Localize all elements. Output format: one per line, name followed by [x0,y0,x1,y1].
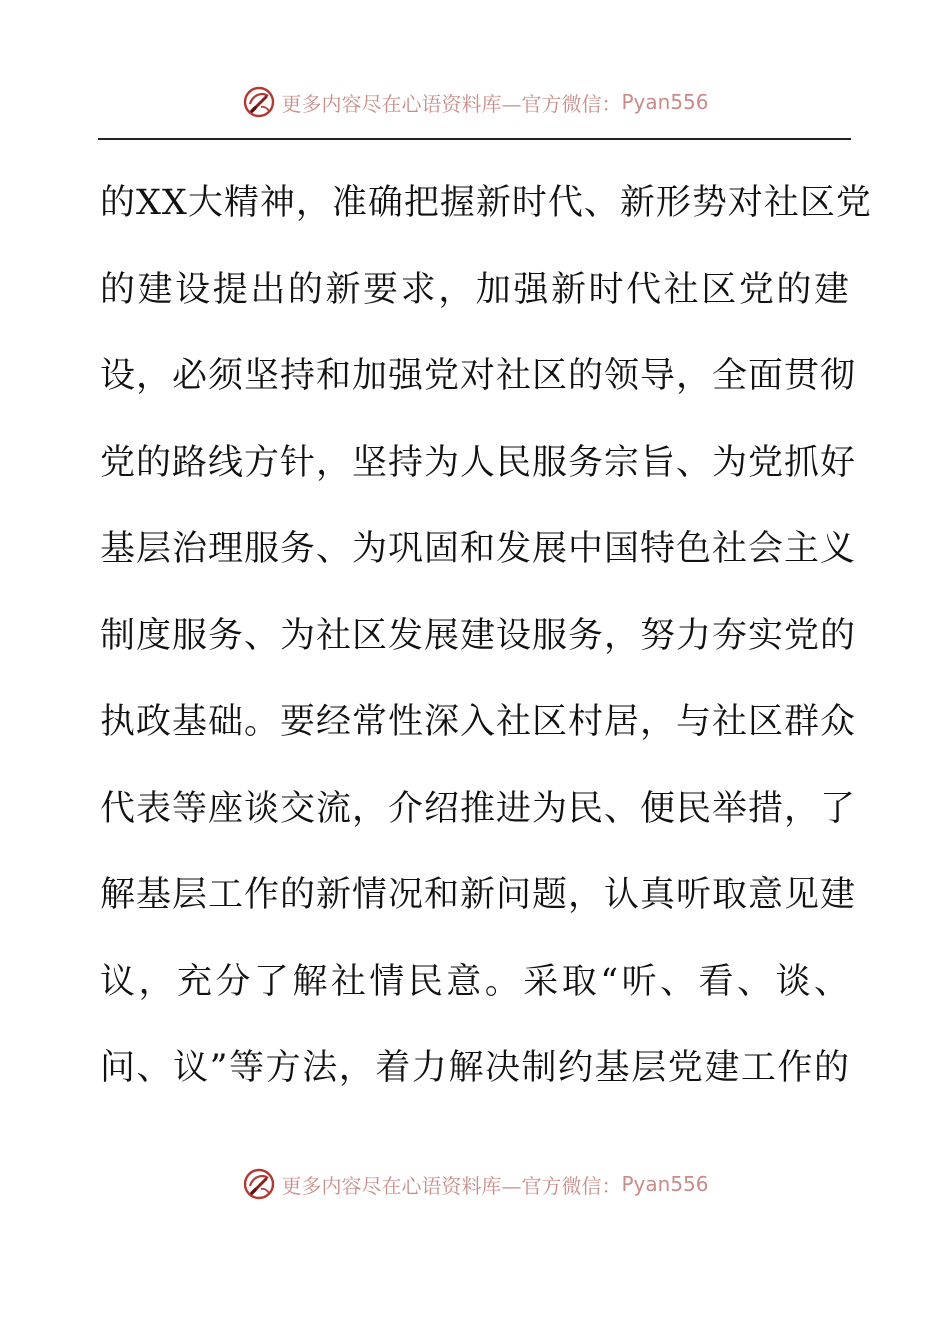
body-line: 执政基础。要经常性深入社区村居，与社区群众 [100,702,857,742]
body-line: 问、议”等方法，着力解决制约基层党建工作的 [100,1048,850,1088]
footer-watermark-id: Pyan556 [621,1172,709,1196]
body-line: 制度服务、为社区发展建设服务，努力夯实党的 [100,615,857,656]
watermark-logo-icon [241,84,277,120]
body-line: 基层治理服务、为巩固和发展中国特色社会主义 [100,529,857,569]
header-watermark-id: Pyan556 [621,90,709,114]
header-watermark [0,80,950,124]
footer-watermark-text: 更多内容尽在心语资料库—官方微信： [281,1173,622,1198]
body-line: 设，必须坚持和加强党对社区的领导，全面贯彻 [100,356,857,396]
document-body [100,160,872,1112]
footer-watermark [0,1162,950,1206]
body-line: 的建设提出的新要求，加强新时代社区党的建 [100,269,850,310]
watermark-logo-icon [241,1166,277,1202]
body-line: 党的路线方针，坚持为人民服务宗旨、为党抓好 [100,442,857,483]
body-line: 解基层工作的新情况和新问题，认真听取意见建 [100,875,857,915]
body-line: 代表等座谈交流，介绍推进为民、便民举措，了 [100,788,857,829]
header-watermark-text: 更多内容尽在心语资料库—官方微信： [281,91,622,116]
body-line: 的XX大精神，准确把握新时代、新形势对社区党 [100,183,872,223]
body-line: 议，充分了解社情民意。采取“听、看、谈、 [100,961,850,1002]
header-divider [98,138,851,140]
